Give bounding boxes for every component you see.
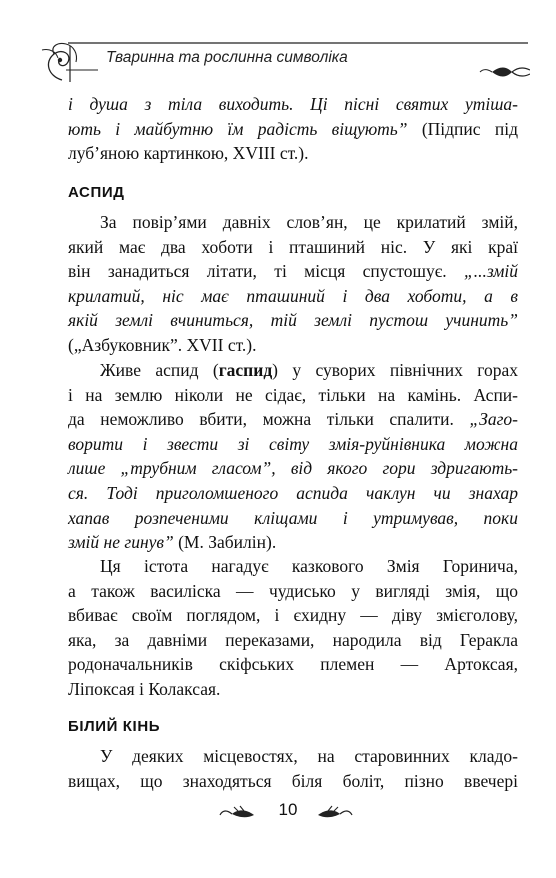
text-line: Ця істота нагадує казкового Змія Горинича, (100, 556, 518, 576)
text-line: За повір’ями давніх слов’ян, це крилатий змій, (100, 212, 518, 232)
section-heading-bilyi-kin: БІЛИЙ КІНЬ (68, 718, 161, 735)
page-number: 10 (278, 800, 298, 819)
page-footer (0, 800, 556, 830)
text-line: лише „трубним гласом”, від якого гори здригають- (68, 458, 518, 479)
text-line: крилатий, ніс має пташиний і два хоботи, а в (68, 285, 518, 306)
text-line: ся. Тоді приголомшеного аспида чаклун чи знахар (68, 482, 518, 503)
running-title: Тваринна та рослинна символіка (106, 49, 348, 66)
text-line: вищах, що знаходяться біля боліт, пізно ввечері (68, 770, 518, 791)
text-line: змій не гинув” (М. Забилін). (68, 532, 277, 553)
text-line: Ліпоксая і Колаксая. (68, 678, 221, 699)
text-line: він занадиться літати, ті місця спустошує. „...змій (68, 261, 518, 282)
text-line: ють і майбутню їм радість віщують” (Підпис під (68, 118, 518, 139)
text-line: У деяких місцевостях, на старовинних кладо- (100, 746, 518, 766)
text-line: і душа з тіла виходить. Ці пісні святих утіша- (68, 94, 518, 114)
text-line: якій землі вчиниться, тій землі пустош учинить” (68, 310, 518, 331)
text-line: хапав розпеченими кліщами і утримував, поки (68, 507, 518, 528)
text-line: і на землю ніколи не сідає, тільки на камінь. Аспи- (68, 384, 518, 405)
aspyd-paragraph-2 (68, 358, 518, 555)
text-line: яка, за давніми переказами, народила від Геракла (68, 629, 518, 650)
text-line: Живе аспид (гаспид) у суворих північних горах (100, 360, 518, 380)
text-line: да неможливо вбити, можна тільки спалити. „Заго- (68, 409, 518, 430)
text-line: луб’яною картинкою, XVIII ст.). (68, 143, 309, 164)
section-heading-aspyd: АСПИД (68, 184, 125, 201)
aspyd-paragraph-1 (68, 210, 518, 358)
bilyi-kin-paragraph-1 (68, 744, 518, 793)
text-line: який має два хоботи і пташиний ніс. У які краї (68, 236, 518, 257)
intro-paragraph (68, 92, 518, 166)
text-line: родоначальників скіфських племен — Артоксая, (68, 654, 518, 675)
text-line: ворити і звести зі світу змія-руйнівника можна (68, 433, 518, 454)
aspyd-paragraph-3 (68, 554, 518, 702)
text-line: („Азбуковник”. XVII ст.). (68, 334, 257, 355)
text-line: вбиває своїм поглядом, і єхидну — діву змієголову, (68, 605, 518, 626)
running-header (40, 40, 530, 82)
text-line: а також василіска — чудисько у вигляді змія, що (68, 580, 518, 601)
